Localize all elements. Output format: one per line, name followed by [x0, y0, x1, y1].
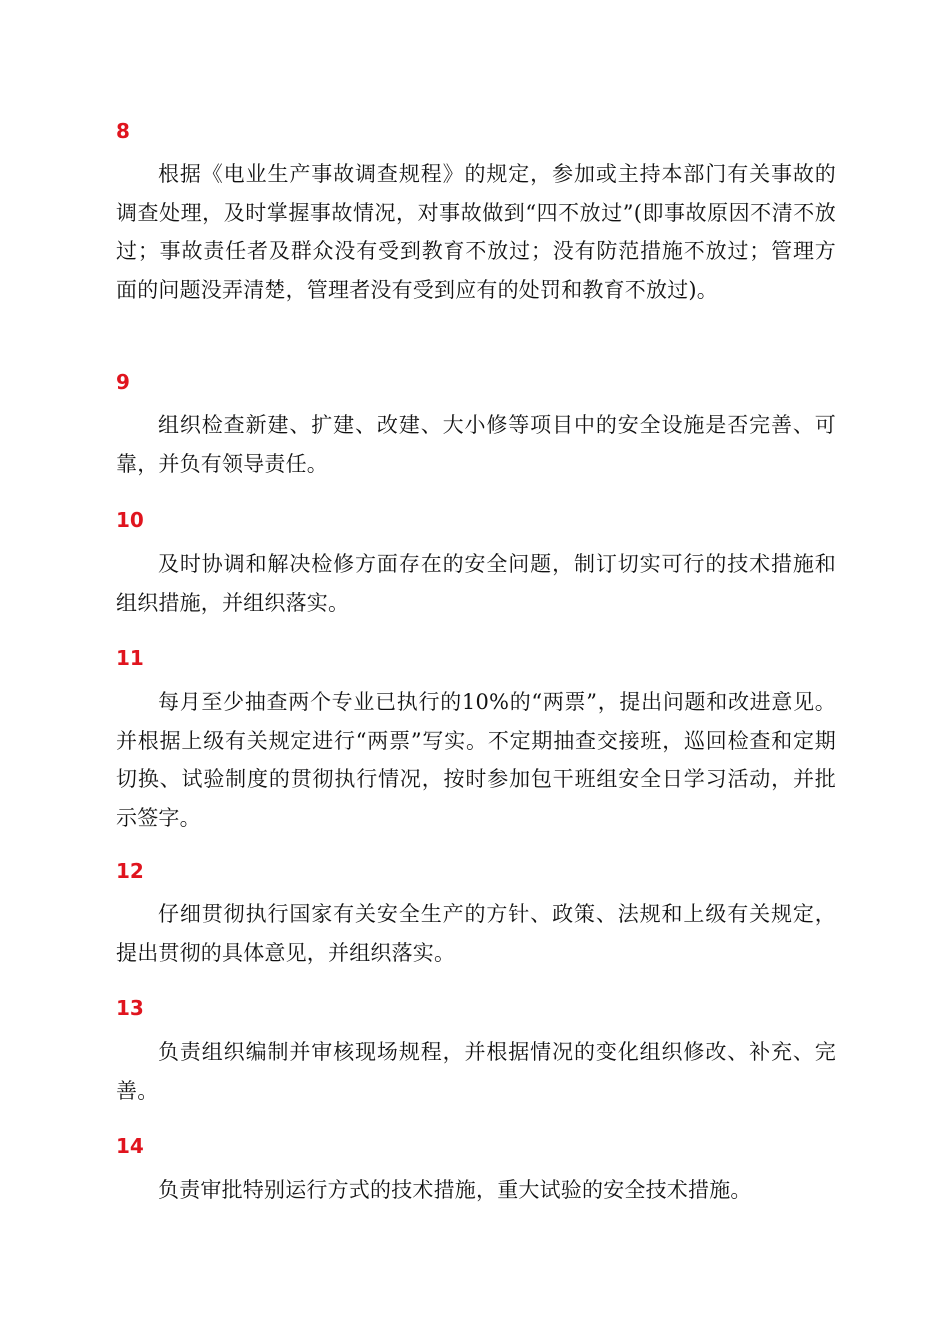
item-number: 10 — [116, 508, 144, 532]
item-text: 负责组织编制并审核现场规程，并根据情况的变化组织修改、补充、完善。 — [116, 1040, 836, 1103]
item-number: 14 — [116, 1134, 144, 1158]
item-number: 13 — [116, 996, 144, 1020]
item-text: 组织检查新建、扩建、改建、大小修等项目中的安全设施是否完善、可靠，并负有领导责任。 — [116, 413, 836, 476]
item-text: 每月至少抽查两个专业已执行的10%的“两票”，提出问题和改进意见。并根据上级有关规定进行“两票”写实。不定期抽查交接班，巡回检查和定期切换、试验制度的贯彻执行情况，按时参加包干班组安全日学习活动，并批示签字。 — [116, 690, 836, 830]
item-number: 9 — [116, 370, 130, 394]
item-number: 11 — [116, 646, 144, 670]
item-text: 根据《电业生产事故调查规程》的规定，参加或主持本部门有关事故的调查处理，及时掌握事故情况，对事故做到“四不放过”(即事故原因不清不放过；事故责任者及群众没有受到教育不放过；没有防范措施不放过；管理方面的问题没弄清楚，管理者没有受到应有的处罚和教育不放过)。 — [116, 162, 836, 302]
item-number: 12 — [116, 859, 144, 883]
item-text: 仔细贯彻执行国家有关安全生产的方针、政策、法规和上级有关规定，提出贯彻的具体意见，并组织落实。 — [116, 902, 836, 965]
item-number: 8 — [116, 119, 130, 143]
item-text: 负责审批特别运行方式的技术措施，重大试验的安全技术措施。 — [158, 1178, 752, 1202]
item-text: 及时协调和解决检修方面存在的安全问题，制订切实可行的技术措施和组织措施，并组织落实。 — [116, 552, 836, 615]
